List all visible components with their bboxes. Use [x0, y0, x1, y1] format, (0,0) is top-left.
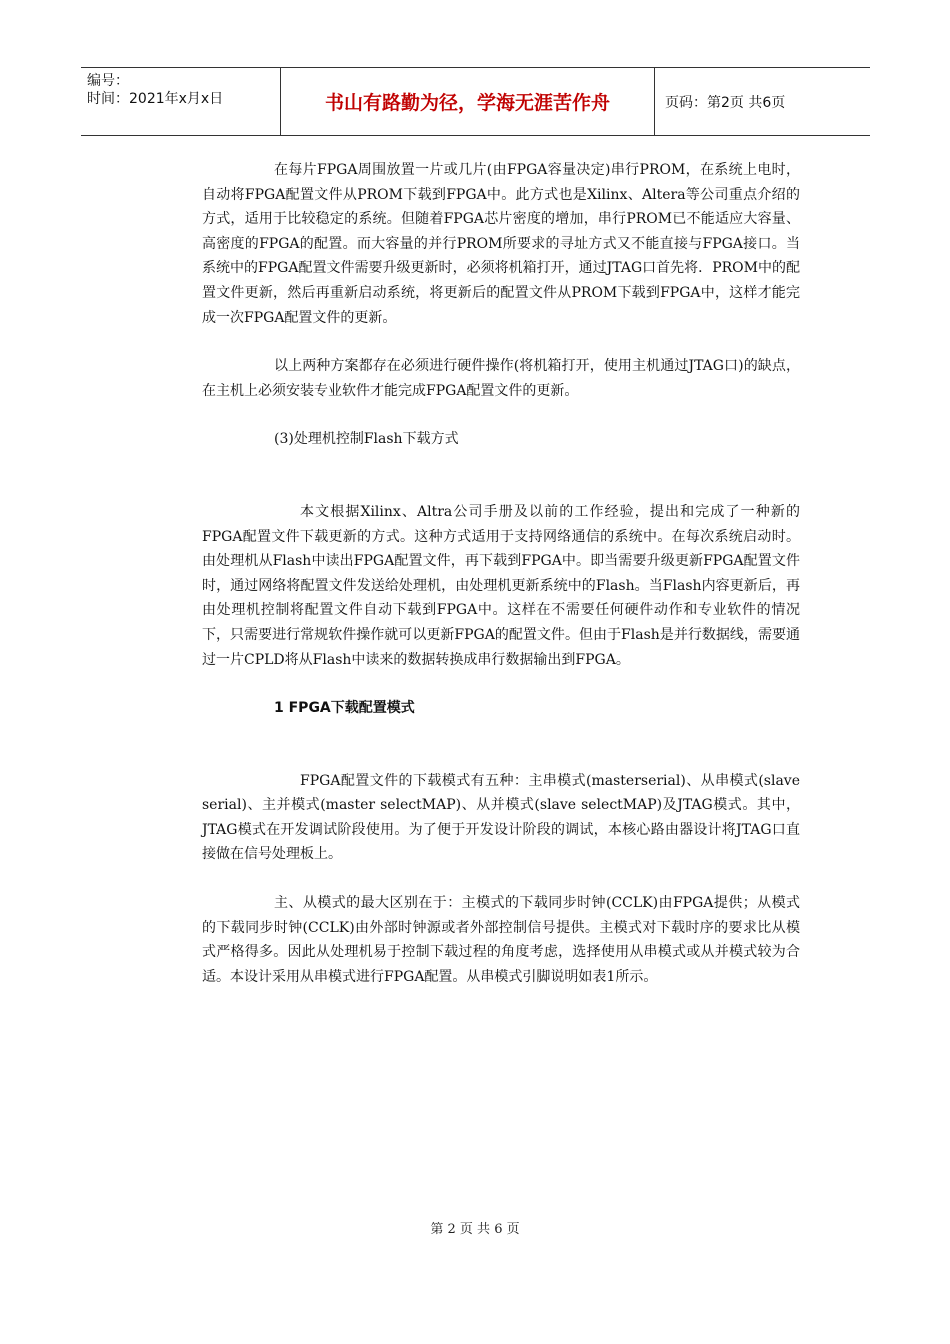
date-label: 时间：2021年x月x日	[87, 91, 224, 107]
paragraph: FPGA配置文件的下载模式有五种：主串模式(masterserial)、从串模式(slave serial)、主并模式(master selectMAP)、从并模式(slave selectMAP)及JTAG模式。其中，JTAG模式在开发调试阶段使用。为了便于开发设计阶段的调试，本核心路由器设计将JTAG口直接做在信号处理板上。	[202, 772, 800, 863]
document-body	[202, 158, 800, 989]
number-label: 编号：	[87, 73, 129, 89]
section-heading: 1 FPGA下载配置模式	[274, 700, 415, 717]
paragraph: 以上两种方案都存在必须进行硬件操作(将机箱打开，使用主机通过JTAG口)的缺点，在主机上必须安装专业软件才能完成FPGA配置文件的更新。	[202, 358, 800, 399]
header-page-label: 页码：第2页 共6页	[665, 94, 786, 111]
paragraph: 本文根据Xilinx、Altra公司手册及以前的工作经验，提出和完成了一种新的FPGA配置文件下载更新的方式。这种方式适用于支持网络通信的系统中。在每次系统启动时。由处理机从Flash中读出FPGA配置文件，再下载到FPGA中。即当需要升级更新FPGA配置文件时，通过网络将配置文件发送给处理机，由处理机更新系统中的Flash。当Flash内容更新后，再由处理机控制将配置文件自动下载到FPGA中。这样在不需要任何硬件动作和专业软件的情况下，只需要进行常规软件操作就可以更新FPGA的配置文件。但由于Flash是并行数据线，需要通过一片CPLD将从Flash中读来的数据转换成串行数据输出到FPGA。	[202, 503, 800, 668]
paragraph: 主、从模式的最大区别在于：主模式的下载同步时钟(CCLK)由FPGA提供；从模式的下载同步时钟(CCLK)由外部时钟源或者外部控制信号提供。主模式对下载时序的要求比从模式严格得多。因此从处理机易于控制下载过程的角度考虑，选择使用从串模式或从并模式较为合适。本设计采用从串模式进行FPGA配置。从串模式引脚说明如表1所示。	[202, 895, 800, 985]
header-info	[81, 68, 281, 135]
subsection-title: (3)处理机控制Flash下载方式	[274, 431, 459, 448]
page-header	[81, 67, 870, 136]
page-footer: 第 2 页 共 6 页	[430, 1222, 520, 1237]
paragraph: 在每片FPGA周围放置一片或几片(由FPGA容量决定)串行PROM，在系统上电时，自动将FPGA配置文件从PROM下载到FPGA中。此方式也是Xilinx、Altera等公司重点介绍的方式，适用于比较稳定的系统。但随着FPGA芯片密度的增加，串行PROM已不能适应大容量、高密度的FPGA的配置。而大容量的并行PROM所要求的寻址方式又不能直接与FPGA接口。当系统中的FPGA配置文件需要升级更新时，必须将机箱打开，通过JTAG口首先将．PROM中的配置文件更新，然后再重新启动系统，将更新后的配置文件从PROM下载到FPGA中，这样才能完成一次FPGA配置文件的更新。	[202, 162, 800, 326]
header-motto: 书山有路勤为径，学海无涯苦作舟	[281, 68, 655, 135]
